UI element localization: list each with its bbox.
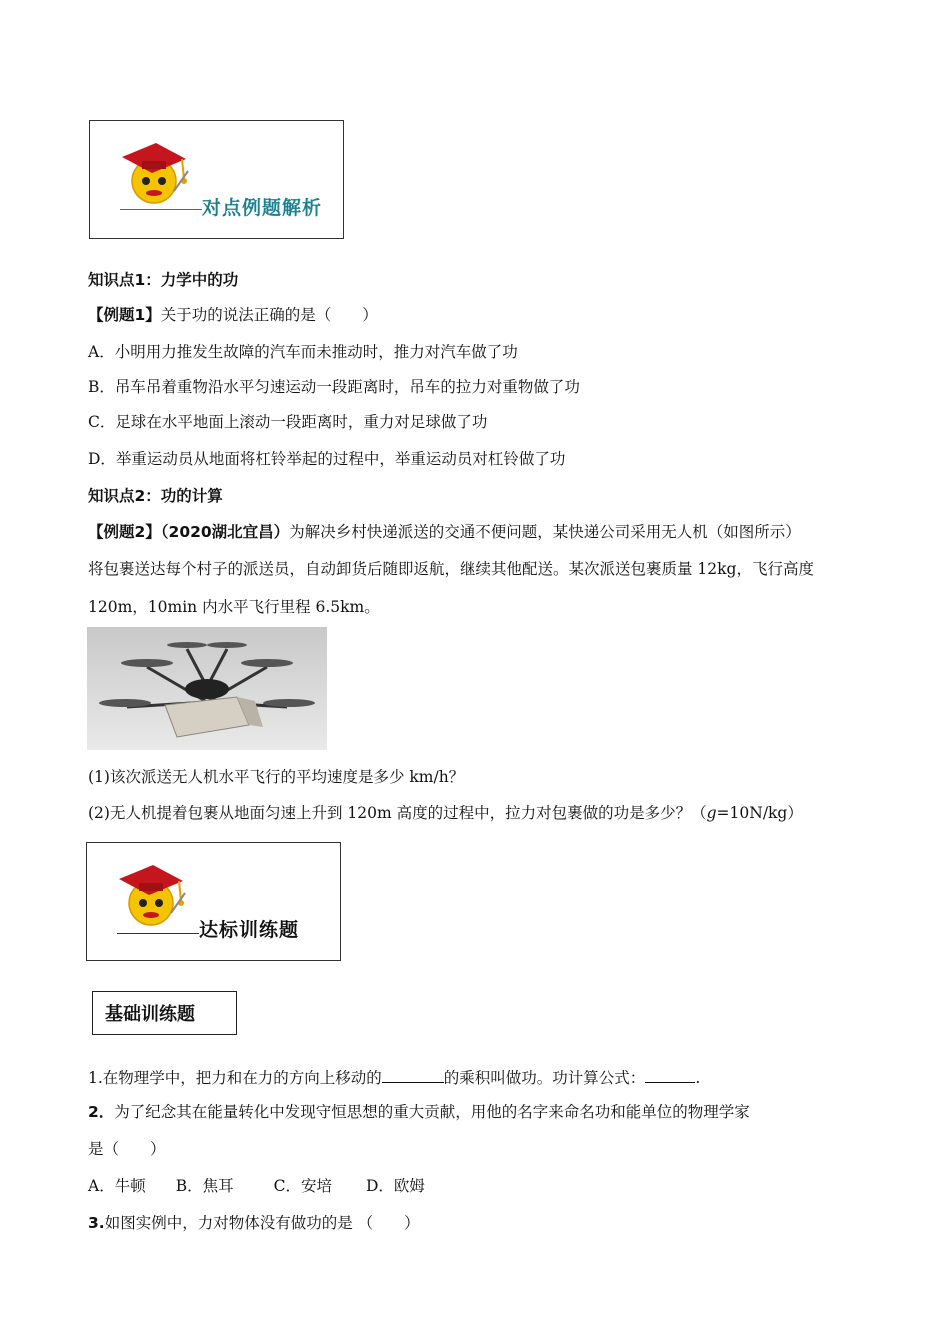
q1-part-c: . xyxy=(695,1069,701,1087)
question-2-text: (2)无人机提着包裹从地面匀速上升到 120m 高度的过程中，拉力对包裹做的功是多少？（ xyxy=(88,804,707,822)
banner-caption: 达标训练题 xyxy=(199,919,300,941)
question-1: (1)该次派送无人机水平飞行的平均速度是多少 km/h？ xyxy=(88,768,465,786)
mascot-graduation-cap-icon xyxy=(112,131,192,211)
q2-line-2: 是（ ） xyxy=(88,1140,166,1158)
training-question-3 xyxy=(88,1213,420,1233)
fill-in-blank xyxy=(382,1066,444,1083)
example-line: 120m，10min 内水平飞行里程 6.5km。 xyxy=(88,598,380,616)
option-d: D．举重运动员从地面将杠铃举起的过程中，举重运动员对杠铃做了功 xyxy=(88,450,566,468)
question-2-tail: =10N/kg） xyxy=(716,804,803,822)
banner-standard-training xyxy=(86,842,341,961)
q2-option-c: C．安培 xyxy=(273,1177,332,1195)
training-question-2 xyxy=(88,1102,750,1122)
training-heading: 基础训练题 xyxy=(92,991,237,1035)
example-source: （2020湖北宜昌） xyxy=(160,523,290,541)
banner-example-analysis xyxy=(89,120,344,239)
example-line xyxy=(88,522,801,542)
banner-rule xyxy=(117,933,199,934)
q2-option-d: D．欧姆 xyxy=(365,1177,425,1195)
drone-photo xyxy=(87,627,327,750)
q1-part-a: 1.在物理学中，把力和在力的方向上移动的 xyxy=(88,1069,382,1087)
option-b: B．吊车吊着重物沿水平匀速运动一段距离时，吊车的拉力对重物做了功 xyxy=(88,378,580,396)
section-heading: 知识点2：功的计算 xyxy=(88,487,223,505)
example-text: 为解决乡村快递派送的交通不便问题，某快递公司采用无人机（如图所示） xyxy=(289,523,801,541)
q2-line-1: 为了纪念其在能量转化中发现守恒思想的重大贡献，用他的名字来命名功和能单位的物理学家 xyxy=(114,1103,750,1121)
banner-rule xyxy=(120,209,202,210)
question-number: 3. xyxy=(88,1214,105,1232)
gravity-symbol: g xyxy=(706,804,717,822)
question-number: 2． xyxy=(88,1103,115,1121)
example-stem xyxy=(88,305,378,325)
example-stem-text: 关于功的说法正确的是（ ） xyxy=(160,306,378,324)
q2-options xyxy=(88,1176,425,1196)
q1-part-b: 的乘积叫做功。功计算公式： xyxy=(443,1069,646,1087)
example-line: 将包裹送达每个村子的派送员，自动卸货后随即返航，继续其他配送。某次派送包裹质量 12kg，飞行高度 xyxy=(88,560,814,578)
section-heading: 知识点1：力学中的功 xyxy=(88,271,239,289)
q2-option-a: A．牛顿 xyxy=(88,1177,146,1195)
q2-option-b: B．焦耳 xyxy=(175,1177,234,1195)
option-c: C．足球在水平地面上滚动一段距离时，重力对足球做了功 xyxy=(88,413,488,431)
option-a: A．小明用力推发生故障的汽车而未推动时，推力对汽车做了功 xyxy=(88,343,518,361)
drone-icon xyxy=(87,627,327,750)
example-tag: 【例题2】 xyxy=(88,523,161,541)
training-question-1 xyxy=(88,1066,700,1088)
question-2 xyxy=(88,803,803,823)
fill-in-blank xyxy=(645,1066,695,1083)
banner-caption: 对点例题解析 xyxy=(202,197,323,219)
example-tag: 【例题1】 xyxy=(88,306,161,324)
q3-text: 如图实例中，力对物体没有做功的是 （ ） xyxy=(104,1214,420,1232)
mascot-graduation-cap-icon xyxy=(109,853,189,933)
